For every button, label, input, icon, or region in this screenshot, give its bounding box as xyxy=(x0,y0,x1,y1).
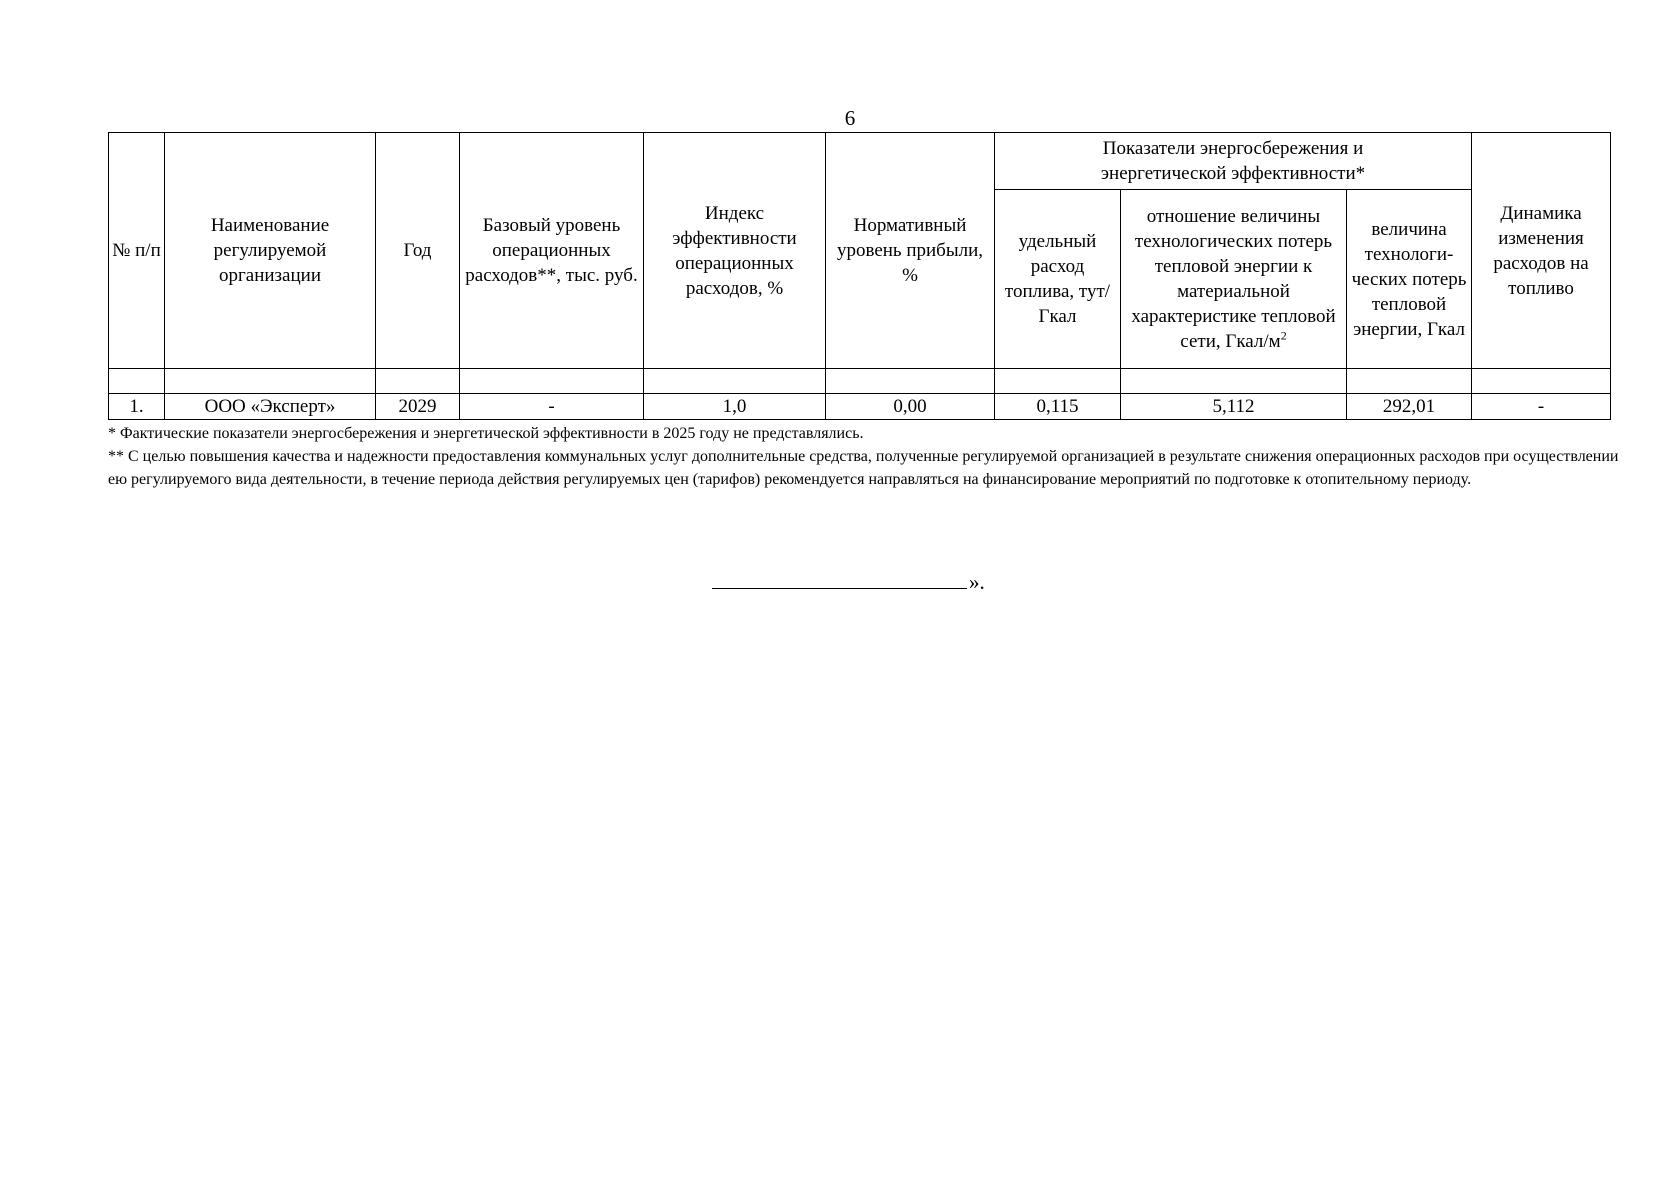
spacer-row xyxy=(109,369,1611,394)
header-row-1 xyxy=(109,133,1611,190)
page-number: 6 xyxy=(844,106,856,130)
spacer-cell xyxy=(644,369,826,394)
closing-mark: ». xyxy=(969,570,985,594)
header-year: Год xyxy=(376,133,460,369)
header-norm-profit: Нормативный уровень прибыли, % xyxy=(826,133,995,369)
header-tech-losses: величина технологи-ческих потерь тепловой энергии, Гкал xyxy=(1347,190,1472,369)
header-loss-ratio xyxy=(1121,190,1347,369)
row-org: ООО «Эксперт» xyxy=(165,394,376,420)
header-energy-group: Показатели энергосбережения и энергетической эффективности* xyxy=(995,133,1472,190)
spacer-cell xyxy=(165,369,376,394)
spacer-cell xyxy=(109,369,165,394)
closing-line xyxy=(712,568,985,596)
footnotes xyxy=(108,422,1628,491)
header-loss-ratio-text: отношение величины технологических потерь тепловой энергии к материальной характеристике тепловой сети, Гкал/м xyxy=(1131,206,1336,352)
footnote-2: ** С целью повышения качества и надежности предоставления коммунальных услуг дополнительные средства, полученные регулируемой организацией в результате снижения операционных расходов при осуществлении ею регулируемого вида деятельности, в течение периода действия регулируемых цен (тарифов) рекомендуется направляться на финансирование мероприятий по подготовке к отопительному периоду. xyxy=(108,448,1619,488)
row-loss-ratio: 5,112 xyxy=(1121,394,1347,420)
row-tech-losses: 292,01 xyxy=(1347,394,1472,420)
table-row xyxy=(109,394,1611,420)
header-base-level: Базовый уровень операционных расходов**, тыс. руб. xyxy=(460,133,644,369)
regulation-table xyxy=(108,132,1611,420)
spacer-cell xyxy=(1472,369,1611,394)
spacer-cell xyxy=(376,369,460,394)
row-year: 2029 xyxy=(376,394,460,420)
spacer-cell xyxy=(826,369,995,394)
spacer-cell xyxy=(995,369,1121,394)
row-base-level: - xyxy=(460,394,644,420)
footnote-1: * Фактические показатели энергосбережения и энергетической эффективности в 2025 году не представлялись. xyxy=(108,425,864,442)
spacer-cell xyxy=(1347,369,1472,394)
header-fuel-rate: удельный расход топлива, тут/Гкал xyxy=(995,190,1121,369)
header-index: Индекс эффективности операционных расходов, % xyxy=(644,133,826,369)
signature-line xyxy=(712,568,967,589)
spacer-cell xyxy=(460,369,644,394)
row-num: 1. xyxy=(109,394,165,420)
row-fuel-dynamics: - xyxy=(1472,394,1611,420)
row-norm-profit: 0,00 xyxy=(826,394,995,420)
header-loss-ratio-sup: 2 xyxy=(1280,328,1287,343)
header-fuel-dynamics: Динамика изменения расходов на топливо xyxy=(1472,133,1611,369)
header-num: № п/п xyxy=(109,133,165,369)
row-index: 1,0 xyxy=(644,394,826,420)
header-org: Наименование регулируемой организации xyxy=(165,133,376,369)
row-fuel-rate: 0,115 xyxy=(995,394,1121,420)
spacer-cell xyxy=(1121,369,1347,394)
